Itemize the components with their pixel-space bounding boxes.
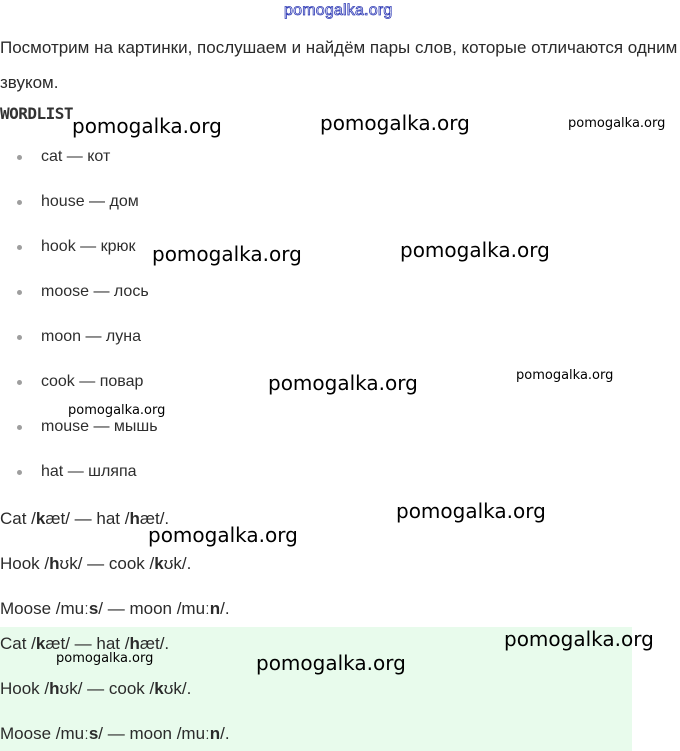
watermark-text: pomogalka.org	[68, 403, 166, 418]
watermark-text: pomogalka.org	[396, 499, 546, 523]
watermark-text: pomogalka.org	[400, 238, 550, 262]
bullet-icon	[17, 290, 22, 295]
pair-line: Cat /kæt/ — hat /hæt/.	[0, 509, 170, 528]
bullet-icon	[17, 200, 22, 205]
pair-line: Moose /muːs/ — moon /muːn/.	[0, 599, 230, 618]
watermark-text: pomogalka.org	[148, 523, 298, 547]
watermark-text: pomogalka.org	[268, 371, 418, 395]
bullet-icon	[17, 335, 22, 340]
watermark-text: pomogalka.org	[152, 242, 302, 266]
answer-pair-line: Hook /hʊk/ — cook /kʊk/.	[0, 679, 192, 698]
bullet-icon	[17, 245, 22, 250]
bullet-icon	[17, 155, 22, 160]
watermark-text: pomogalka.org	[72, 114, 222, 138]
watermark-text: pomogalka.org	[516, 368, 614, 383]
watermark-text: pomogalka.org	[256, 651, 406, 675]
pair-line: Hook /hʊk/ — cook /kʊk/.	[0, 554, 192, 573]
intro-paragraph: Посмотрим на картинки, послушаем и найдём пары слов, которые отличаются одним звуком.	[0, 38, 678, 92]
wordlist-heading: WORDLIST	[0, 104, 74, 123]
answer-pair-line: Cat /kæt/ — hat /hæt/.	[0, 634, 170, 653]
bullet-icon	[17, 425, 22, 430]
bullet-icon	[17, 380, 22, 385]
watermark-text: pomogalka.org	[568, 116, 666, 131]
watermark-text: pomogalka.org	[504, 627, 654, 651]
site-watermark-top: pomogalka.org	[284, 2, 393, 19]
watermark-text: pomogalka.org	[320, 111, 470, 135]
bullet-icon	[17, 470, 22, 475]
watermark-text: pomogalka.org	[56, 651, 154, 666]
answer-pair-line: Moose /muːs/ — moon /muːn/.	[0, 724, 230, 743]
